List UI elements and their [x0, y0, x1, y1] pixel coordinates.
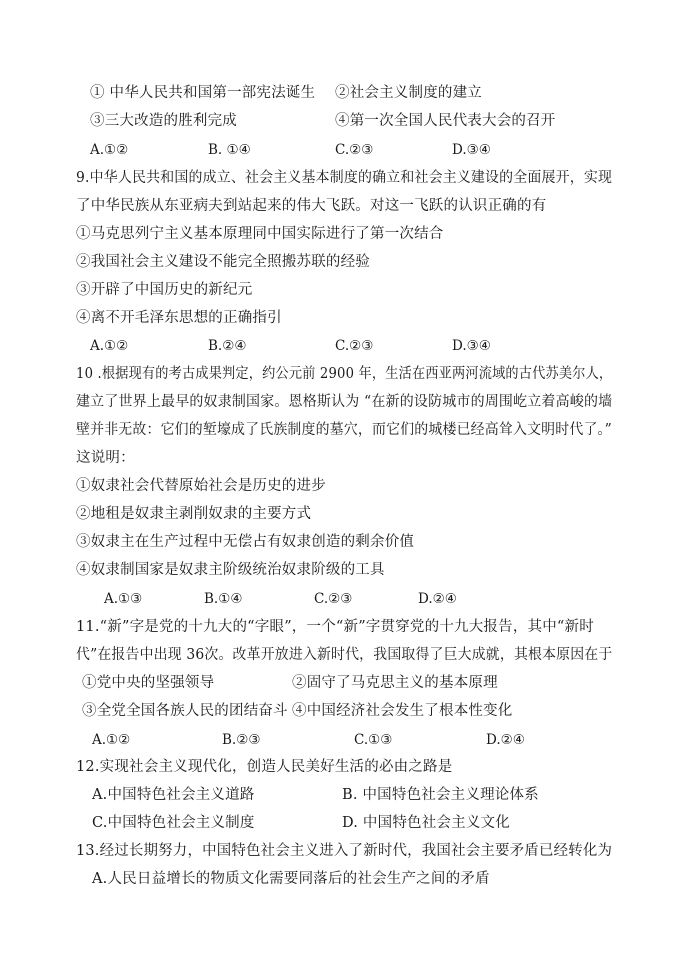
q10-option-b: B.①④ [204, 591, 243, 607]
q8-option-b: B. ①④ [208, 142, 251, 158]
q12-option-d: D. 中国特色社会主义文化 [342, 815, 510, 831]
q10-stem-line-3: 壁并非无故：它们的堑壕成了氏族制度的墓穴，而它们的城楼已经高耸入文明时代了。” [76, 422, 612, 438]
q11-option-a: A.①② [92, 732, 131, 748]
q9-option-c: C.②③ [335, 338, 374, 354]
q12-stem: 12.实现社会主义现代化，创造人民美好生活的必由之路是 [76, 759, 453, 775]
q11-statement-1: ①党中央的坚强领导 [82, 675, 215, 691]
q12-option-a: A.中国特色社会主义道路 [92, 787, 255, 803]
q9-statement-3: ③开辟了中国历史的新纪元 [76, 282, 253, 298]
q11-stem-line-1: 11.“新”字是党的十九大的“字眼”，一个“新”字贯穿党的十九大报告，其中“新时 [76, 619, 594, 635]
q10-statement-4: ④奴隶制国家是奴隶主阶级统治奴隶阶级的工具 [76, 562, 385, 578]
q12-option-b: B. 中国特色社会主义理论体系 [342, 787, 539, 803]
q9-statement-1: ①马克思列宁主义基本原理同中国实际进行了第一次结合 [76, 226, 444, 242]
q8-statement-4: ④第一次全国人民代表大会的召开 [335, 113, 556, 129]
q10-statement-2: ②地租是奴隶主剥削奴隶的主要方式 [76, 506, 312, 522]
q11-statement-4: ④中国经济社会发生了根本性变化 [292, 703, 513, 719]
q13-option-a: A.人民日益增长的物质文化需要同落后的社会生产之间的矛盾 [92, 871, 490, 887]
q9-statement-2: ②我国社会主义建设不能完全照搬苏联的经验 [76, 254, 370, 270]
q10-option-a: A.①③ [104, 591, 143, 607]
q9-option-b: B.②④ [208, 338, 247, 354]
q8-statement-3: ③三大改造的胜利完成 [90, 113, 237, 129]
q13-stem: 13.经过长期努力，中国特色社会主义进入了新时代，我国社会主要矛盾已经转化为 [76, 843, 613, 859]
q9-stem-line-2: 了中华民族从东亚病夫到站起来的伟大飞跃。对这一飞跃的认识正确的有 [76, 198, 547, 214]
q10-option-c: C.②③ [314, 591, 353, 607]
q10-stem-line-2: 建立了世界上最早的奴隶制国家。恩格斯认为 “在新的设防城市的周围屹立着高峻的墙 [76, 394, 613, 410]
q10-option-d: D.②④ [418, 591, 457, 607]
q11-statement-3: ③全党全国各族人民的团结奋斗 [82, 703, 288, 719]
q8-option-c: C.②③ [335, 142, 374, 158]
q11-option-d: D.②④ [486, 732, 525, 748]
q8-option-d: D.③④ [452, 142, 491, 158]
q9-option-a: A.①② [90, 338, 129, 354]
q11-option-c: C.①③ [354, 732, 393, 748]
q8-statement-1: ① 中华人民共和国第一部宪法诞生 [90, 85, 316, 101]
q10-statement-3: ③奴隶主在生产过程中无偿占有奴隶创造的剩余价值 [76, 534, 415, 550]
q9-stem-line-1: 9.中华人民共和国的成立、社会主义基本制度的确立和社会主义建设的全面展开，实现 [76, 170, 613, 186]
q10-stem-line-4: 这说明： [76, 450, 135, 466]
q10-stem-line-1: 10 .根据现有的考古成果判定，约公元前 2900 年，生活在西亚两河流域的古代苏美尔人， [76, 366, 613, 382]
q8-option-a: A.①② [90, 142, 129, 158]
q10-statement-1: ①奴隶社会代替原始社会是历史的进步 [76, 478, 326, 494]
q11-option-b: B.②③ [222, 732, 261, 748]
q12-option-c: C.中国特色社会主义制度 [92, 815, 255, 831]
q8-statement-2: ②社会主义制度的建立 [335, 85, 482, 101]
q11-stem-line-2: 代”在报告中出现 36次。改革开放进入新时代，我国取得了巨大成就，其根本原因在于 [76, 647, 613, 663]
q9-statement-4: ④离不开毛泽东思想的正确指引 [76, 310, 282, 326]
q9-option-d: D.③④ [452, 338, 491, 354]
q11-statement-2: ②固守了马克思主义的基本原理 [292, 675, 498, 691]
